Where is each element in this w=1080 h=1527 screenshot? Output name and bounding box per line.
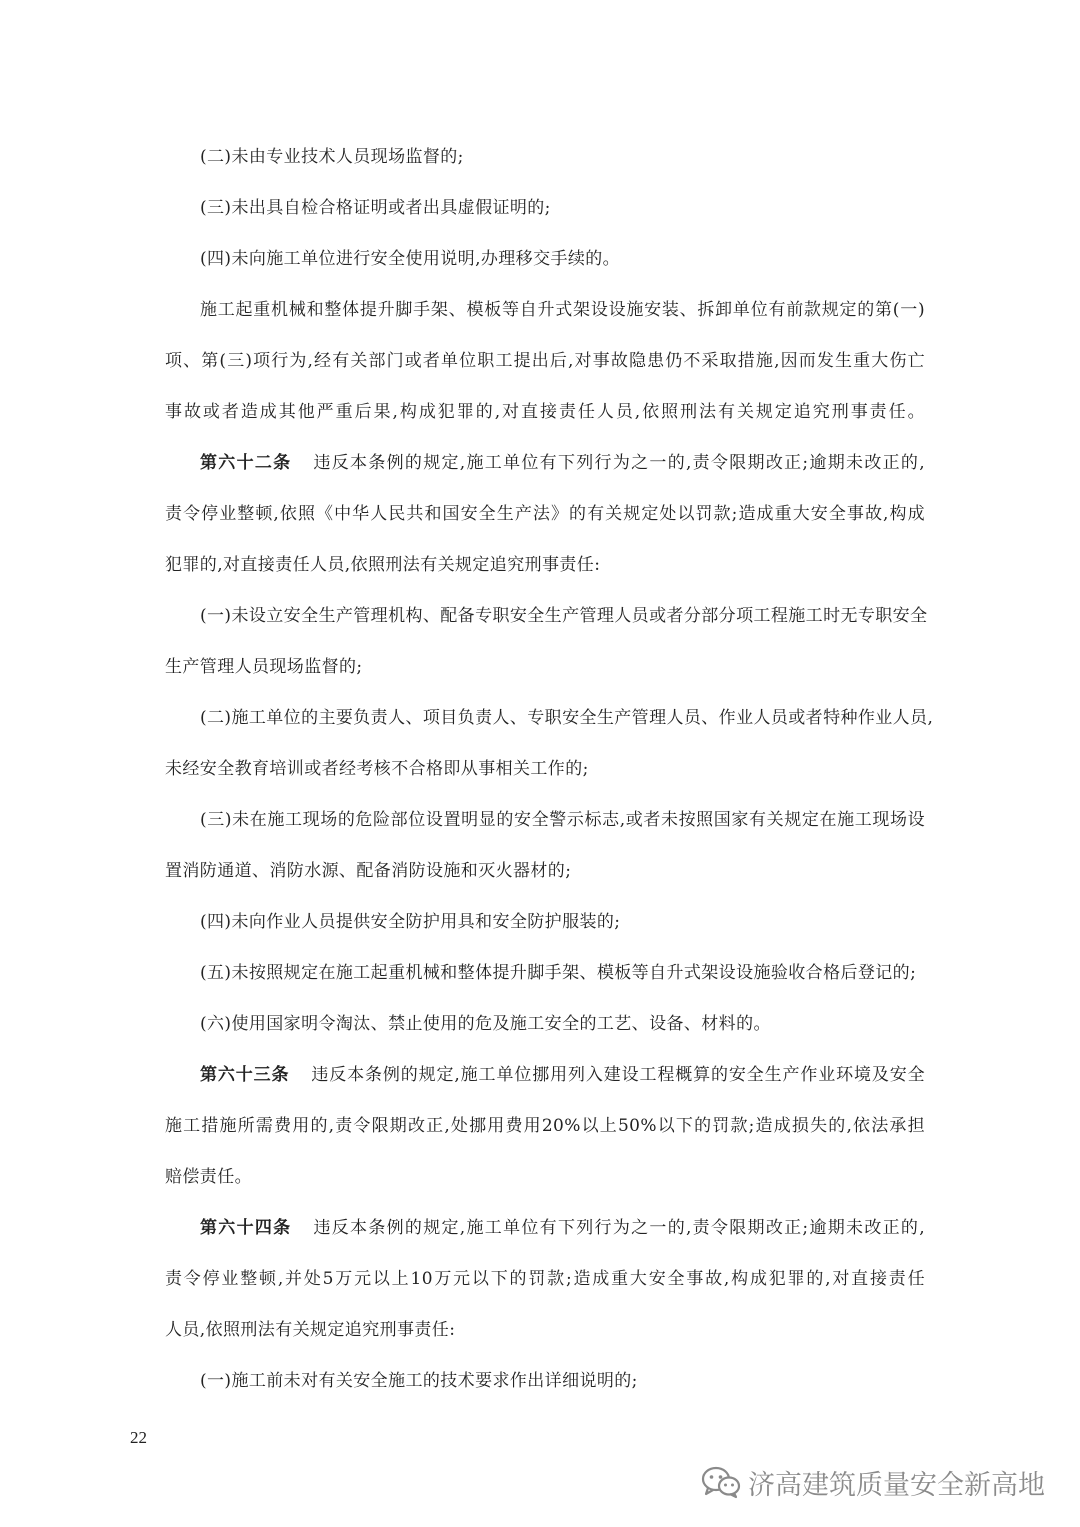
text-line: 责令停业整顿,依照《中华人民共和国安全生产法》的有关规定处以罚款;造成重大安全事故,构成: [165, 504, 925, 524]
watermark-text: 济高建筑质量安全新高地: [748, 1469, 1045, 1501]
text-line: 违反本条例的规定,施工单位挪用列入建设工程概算的安全生产作业环境及安全: [311, 1065, 926, 1085]
text-line: 责令停业整顿,并处5万元以上10万元以下的罚款;造成重大安全事故,构成犯罪的,对直接责任: [165, 1269, 925, 1289]
text-line: 未经安全教育培训或者经考核不合格即从事相关工作的;: [165, 759, 589, 779]
text-line: 施工措施所需费用的,责令限期改正,处挪用费用20%以上50%以下的罚款;造成损失的,依法承担: [165, 1116, 925, 1136]
text-line: (三)未出具自检合格证明或者出具虚假证明的;: [200, 198, 551, 218]
article-heading: 第六十四条: [200, 1218, 292, 1238]
text-line: (四)未向施工单位进行安全使用说明,办理移交手续的。: [200, 249, 621, 269]
text-line: (一)未设立安全生产管理机构、配备专职安全生产管理人员或者分部分项工程施工时无专职安全: [200, 606, 928, 626]
text-line: 施工起重机械和整体提升脚手架、模板等自升式架设设施安装、拆卸单位有前款规定的第(一): [200, 300, 926, 320]
text-line: 生产管理人员现场监督的;: [165, 657, 363, 677]
article-paragraph-62: [200, 451, 925, 475]
article-heading: 第六十三条: [200, 1065, 290, 1085]
text-line: (六)使用国家明令淘汰、禁止使用的危及施工安全的工艺、设备、材料的。: [200, 1014, 771, 1034]
text-line: (二)施工单位的主要负责人、项目负责人、专职安全生产管理人员、作业人员或者特种作业人员,: [200, 708, 934, 728]
text-line: 违反本条例的规定,施工单位有下列行为之一的,责令限期改正;逾期未改正的,: [313, 1218, 926, 1238]
text-line: 事故或者造成其他严重后果,构成犯罪的,对直接责任人员,依照刑法有关规定追究刑事责任。: [165, 402, 925, 422]
text-line: (三)未在施工现场的危险部位设置明显的安全警示标志,或者未按照国家有关规定在施工现场设: [200, 810, 925, 830]
text-line: 赔偿责任。: [165, 1167, 252, 1187]
text-line: 犯罪的,对直接责任人员,依照刑法有关规定追究刑事责任:: [165, 555, 601, 575]
article-heading: 第六十二条: [200, 453, 292, 473]
article-paragraph-63: [200, 1063, 925, 1087]
page-number: 22: [130, 1428, 147, 1447]
text-line: (一)施工前未对有关安全施工的技术要求作出详细说明的;: [200, 1371, 638, 1391]
text-line: 项、第(三)项行为,经有关部门或者单位职工提出后,对事故隐患仍不采取措施,因而发生重大伤亡: [165, 351, 925, 371]
wechat-icon: [700, 1465, 742, 1499]
watermark: [700, 1462, 1045, 1502]
text-line: 置消防通道、消防水源、配备消防设施和灭火器材的;: [165, 861, 572, 881]
text-line: (二)未由专业技术人员现场监督的;: [200, 147, 464, 167]
text-line: (五)未按照规定在施工起重机械和整体提升脚手架、模板等自升式架设设施验收合格后登记的;: [200, 963, 917, 983]
text-line: 人员,依照刑法有关规定追究刑事责任:: [165, 1320, 456, 1340]
article-paragraph-64: [200, 1216, 925, 1240]
text-line: 违反本条例的规定,施工单位有下列行为之一的,责令限期改正;逾期未改正的,: [313, 453, 926, 473]
text-line: (四)未向作业人员提供安全防护用具和安全防护服装的;: [200, 912, 621, 932]
